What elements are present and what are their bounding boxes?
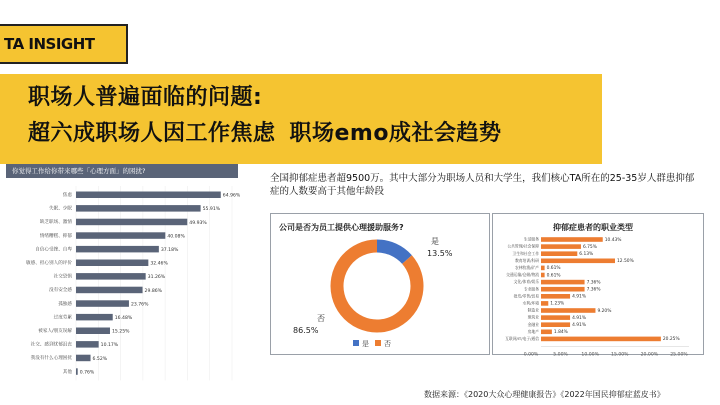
occupation-value-label: 20.25%	[662, 337, 680, 343]
occupation-value-label: 12.50%	[617, 259, 634, 265]
legend-label: 是	[362, 340, 369, 348]
occupation-bar	[541, 315, 570, 320]
x-tick-label: 5.00%	[553, 352, 568, 358]
occupation-bar	[541, 294, 570, 299]
bar	[76, 328, 110, 335]
slice-name-label: 是	[431, 237, 439, 246]
bar-value-label: 23.76%	[130, 302, 149, 308]
bar	[76, 260, 148, 267]
psych-service-panel	[270, 213, 490, 355]
occupation-value-label: 0.61%	[546, 266, 561, 272]
occupation-category-label: 生活服务	[523, 236, 539, 242]
occupation-bar	[541, 330, 552, 335]
headline-line2	[28, 116, 501, 147]
occupation-category-label: 教育培训/科研	[514, 257, 539, 263]
bar	[76, 368, 78, 375]
occupation-value-label: 0.61%	[546, 273, 561, 279]
bar-value-label: 37.18%	[160, 248, 179, 253]
headline-line2-part2: 职场emo成社会趋势	[289, 121, 502, 146]
bar	[76, 314, 113, 321]
occupation-bar	[541, 237, 603, 242]
bar-category-label: 社交恐惧	[53, 274, 72, 280]
bar-value-label: 29.86%	[144, 288, 163, 294]
bar-category-label: 没有安全感	[49, 288, 72, 294]
occupation-bar	[541, 337, 661, 342]
occupation-category-label: 专业服务	[523, 286, 539, 292]
psych-service-title: 公司是否为员工提供心理援助服务?	[279, 223, 404, 232]
bar-category-label: 社交、感到忧郁沮丧	[30, 342, 72, 348]
occupation-value-label: 1.84%	[553, 330, 568, 336]
bar-value-label: 55.91%	[202, 207, 221, 213]
brand-badge	[0, 24, 128, 64]
occupation-value-label: 7.36%	[586, 280, 601, 286]
bar-category-label: 孤独感	[58, 301, 72, 307]
occupation-value-label: 10.43%	[604, 237, 622, 243]
bar-category-label: 过度劳累	[53, 315, 72, 321]
bar-value-label: 49.93%	[189, 220, 207, 226]
bar-value-label: 40.08%	[167, 234, 185, 240]
anxiety-chart-svg	[6, 178, 241, 390]
bar	[76, 232, 165, 239]
bar	[76, 192, 221, 199]
bar-value-label: 10.17%	[100, 343, 119, 349]
occupation-bar	[541, 266, 545, 271]
legend-swatch	[353, 340, 359, 346]
x-tick-label: 15.00%	[611, 352, 629, 358]
bar-value-label: 32.46%	[150, 261, 168, 267]
occupation-category-label: 互联网/IT/电子/通信	[505, 336, 539, 341]
occupation-value-label: 4.91%	[572, 315, 587, 321]
occupation-category-label: 制造业	[527, 307, 539, 313]
description-text: 全国抑郁症患者超9500万。其中大部分为职场人员和大学生，我们核心TA所在的25-35岁人群患抑郁症的人数要高于其他年龄段	[270, 173, 695, 197]
occupation-bar	[541, 287, 585, 292]
x-tick-label: 0.00%	[523, 352, 539, 358]
occupation-value-label: 9.20%	[597, 308, 612, 314]
occupation-category-label: 公共管理/社会保障	[507, 243, 539, 249]
bar-value-label: 64.96%	[222, 193, 241, 199]
occupation-value-label: 7.36%	[586, 287, 601, 293]
bar-value-label: 15.25%	[111, 329, 130, 335]
slice-value-label: 86.5%	[293, 326, 319, 335]
bar	[76, 300, 129, 307]
bar-category-label: 被家人/朋友误解	[38, 329, 72, 334]
legend-label: 否	[384, 340, 391, 348]
anxiety-survey-chart	[6, 164, 241, 390]
x-tick-label: 10.00%	[581, 352, 599, 358]
headline-line1: 职场人普遍面临的问题:	[28, 85, 263, 110]
occupation-category-label: 交通运输/仓储/物流	[506, 272, 539, 278]
bar	[76, 219, 187, 226]
bar-category-label: 焦虑	[62, 193, 72, 198]
brand-label: TA INSIGHT	[4, 35, 95, 53]
bar	[76, 341, 99, 348]
bar	[76, 273, 146, 280]
bar-value-label: 16.48%	[114, 316, 133, 321]
occupation-bar	[541, 301, 548, 306]
legend-swatch	[375, 340, 381, 346]
occupation-category-label: 房地产	[527, 328, 539, 334]
occupation-bar	[541, 308, 595, 313]
occupation-value-label: 6.13%	[579, 252, 594, 257]
occupation-bar	[541, 251, 577, 256]
occupation-category-label: 批发/零售/贸易	[513, 293, 539, 299]
anxiety-chart-header	[6, 164, 238, 178]
bar-value-label: 0.76%	[79, 370, 95, 376]
occupation-value-label: 4.91%	[572, 294, 587, 300]
occupation-bar	[541, 322, 570, 327]
occupation-chart-svg	[493, 214, 703, 358]
occupation-value-label: 4.91%	[572, 323, 587, 328]
occupation-category-label: 水利/环境	[522, 300, 539, 306]
occupation-bar	[541, 280, 585, 285]
bar	[76, 355, 91, 362]
donut-slice	[377, 246, 407, 260]
bar-category-label: 失眠、少眠	[49, 206, 72, 212]
psych-service-donut-svg	[271, 214, 489, 354]
slice-name-label: 否	[317, 314, 325, 323]
occupation-panel	[492, 213, 704, 358]
bar-category-label: 自信心受挫、自卑	[35, 247, 72, 253]
occupation-category-label: 建筑业	[527, 314, 539, 320]
x-tick-label: 25.00%	[670, 352, 688, 358]
bar	[76, 287, 143, 294]
slice-value-label: 13.5%	[427, 249, 453, 258]
occupation-category-label: 农林牧渔/矿产	[514, 265, 539, 270]
occupation-bar	[541, 273, 545, 278]
x-tick-label: 20.00%	[640, 352, 659, 358]
occupation-bar	[541, 244, 581, 249]
occupation-category-label: 卫生和社会工作	[512, 250, 539, 256]
occupation-category-label: 金融业	[527, 321, 539, 327]
bar-category-label: 敏感、担心别人的评价	[26, 261, 72, 266]
bar-category-label: 情绪糟糕、抑郁	[39, 233, 72, 239]
occupation-value-label: 1.23%	[550, 301, 565, 307]
bar	[76, 246, 159, 253]
headline-line2-part1: 超六成职场人因工作焦虑	[28, 121, 276, 146]
bar-category-label: 缺乏职场、激情	[39, 220, 72, 226]
bar-category-label: 我没有什么心理困扰	[30, 356, 72, 362]
occupation-bar	[541, 259, 615, 264]
source-note: 数据来源：《2020大众心理健康报告》《2022年国民抑郁症蓝皮书》	[424, 390, 665, 399]
bar-value-label: 6.52%	[92, 356, 108, 362]
occupation-title: 抑郁症患者的职业类型	[553, 223, 633, 232]
occupation-category-label: 文化/体育/娱乐	[513, 279, 539, 285]
bar	[76, 205, 201, 212]
bar-value-label: 31.26%	[147, 275, 166, 281]
occupation-value-label: 6.75%	[582, 244, 597, 250]
bar-category-label: 其他	[62, 369, 72, 375]
anxiety-chart-title: 你觉得工作给你带来哪些「心理方面」的困扰?	[12, 167, 146, 175]
